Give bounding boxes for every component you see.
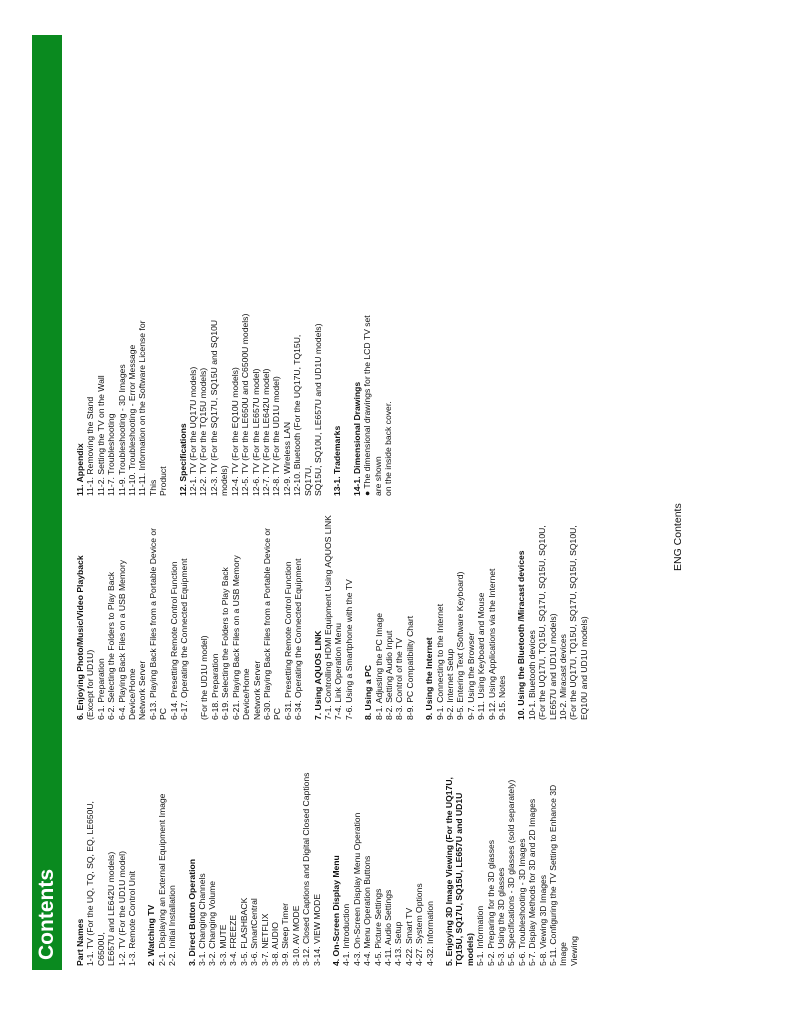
toc-entry[interactable]: 12-7. TV (For the LE642U model)	[260, 368, 271, 496]
toc-section	[75, 766, 137, 966]
toc-entry[interactable]: 9-12. Using Applications via the Internet	[486, 568, 497, 720]
section-title[interactable]: 2. Watching TV	[146, 904, 157, 966]
toc-entry[interactable]: 12-1. TV (For the UQ17U models)	[188, 366, 199, 496]
toc-entry[interactable]: 9-7. Using the Browser	[465, 632, 476, 720]
section-title[interactable]: 10. Using the Bluetooth /Miracast devices	[516, 550, 527, 720]
toc-entry[interactable]: 3-10. AV MODE	[290, 905, 301, 966]
toc-entry[interactable]: Network Server	[251, 660, 262, 720]
toc-entry[interactable]: 12-3. TV (For the SQ17U, SQ15U and SQ10U models)	[208, 319, 230, 496]
toc-entry[interactable]: Product	[158, 466, 169, 496]
toc-entry[interactable]: 6-4. Playing Back Files on a USB Memory Device/Home	[116, 560, 138, 720]
toc-entry[interactable]: 5-3. Using the 3D glasses	[496, 867, 507, 966]
section-title[interactable]: Part Names	[75, 918, 85, 966]
toc-section	[313, 515, 355, 720]
contents-column-2	[75, 515, 598, 720]
section-title[interactable]: 13-1. Trademarks	[332, 425, 343, 496]
toc-section	[187, 766, 322, 966]
toc-entry[interactable]: 12-9. Wireless LAN	[281, 421, 292, 496]
toc-entry[interactable]: on the inside back cover.	[382, 401, 393, 496]
page-footer: ENG Contents	[672, 503, 684, 571]
section-title[interactable]: 9. Using the Internet	[424, 637, 435, 720]
toc-entry[interactable]: 3-5. FLASHBACK	[238, 897, 249, 966]
toc-entry[interactable]: LE657U and LE642U models)	[106, 851, 117, 966]
toc-entry[interactable]: 9-2. Internet Setup	[445, 648, 455, 720]
section-title[interactable]: 11. Appendix	[75, 443, 85, 496]
toc-entry[interactable]: 12-5. TV (For the LE650U and C6500U models)	[240, 313, 251, 496]
toc-entry[interactable]: 7-1. Controlling HDMI Equipment Using AQUOS LINK	[322, 515, 333, 720]
section-title[interactable]: 12. Specifications	[177, 423, 188, 496]
toc-entry[interactable]: 6-13. Playing Back Files from a Portable Device or PC	[147, 527, 169, 720]
toc-entry[interactable]: 4-1. Introduction	[341, 903, 352, 966]
toc-entry[interactable]: 12-6. TV (For the LE657U model)	[250, 368, 261, 496]
toc-entry[interactable]: 5-6. Troubleshooting - 3D Images	[516, 838, 527, 966]
toc-entry[interactable]: 3-8. AUDIO	[269, 922, 280, 966]
toc-entry[interactable]: 6-17. Operating the Connected Equipment	[179, 558, 190, 720]
toc-entry[interactable]: 4-4. Menu Operation Buttons	[362, 855, 373, 966]
toc-entry[interactable]: 11-7. Troubleshooting	[106, 413, 117, 496]
toc-entry[interactable]: 6-1. Preparation	[95, 658, 106, 720]
contents-column-3	[75, 306, 402, 496]
toc-entry[interactable]: 9-5. Entering Text (Software Keyboard)	[455, 571, 466, 720]
toc-entry[interactable]: 3-2. Changing Volume	[207, 880, 218, 966]
section-title[interactable]: 3. Direct Button Operation	[186, 859, 197, 966]
toc-entry[interactable]: LE657U and UD1U models)	[547, 613, 558, 720]
toc-entry[interactable]: 5-8. Viewing 3D Images	[537, 874, 548, 966]
toc-entry[interactable]: SQ15U, SQ10U, LE657U and UD1U models)	[312, 323, 323, 496]
toc-entry[interactable]: 4-3. On-Screen Display Menu Operation	[351, 812, 362, 966]
toc-entry[interactable]: 3-3. MUTE	[217, 924, 228, 966]
toc-section	[146, 766, 177, 966]
toc-section	[352, 306, 394, 496]
toc-section	[332, 306, 342, 496]
toc-entry[interactable]: 6-14. Presetting Remote Control Function	[168, 561, 179, 720]
toc-section	[444, 766, 579, 966]
toc-section	[363, 515, 415, 720]
toc-entry[interactable]: 11-11. Information on the Software License for This	[137, 320, 158, 496]
toc-entry[interactable]: (For the UQ17U, TQ15U, SQ17U, SQ15U, SQ10U,	[568, 525, 579, 720]
toc-entry[interactable]: 9-15. Notes	[497, 675, 508, 720]
section-title[interactable]: 14-1. Dimensional Drawings	[351, 381, 362, 496]
toc-entry[interactable]: 6-34. Operating the Connected Equipment	[293, 558, 304, 720]
toc-section	[424, 515, 507, 720]
toc-entry[interactable]: 4-22. Smart TV	[403, 907, 414, 966]
section-title[interactable]: 8. Using a PC	[363, 665, 374, 720]
toc-entry[interactable]: 4-13. Setup	[393, 921, 404, 966]
toc-entry[interactable]: (Except for UD1U)	[85, 649, 96, 720]
toc-entry[interactable]: Viewing	[568, 936, 579, 966]
toc-entry[interactable]: 3-14. VIEW MODE	[311, 893, 322, 966]
toc-entry[interactable]: 11-10. Troubleshooting - Error Message	[127, 344, 138, 496]
toc-entry[interactable]: 4-32. Information	[424, 901, 435, 966]
section-title[interactable]: 6. Enjoying Photo/Music/Video Playback	[75, 555, 85, 720]
toc-entry[interactable]: 6-31. Presetting Remote Control Function	[282, 561, 293, 720]
toc-entry[interactable]: 6-2. Selecting the Folders to Play Back	[106, 571, 117, 720]
toc-entry[interactable]: 6-21. Playing Back Files on a USB Memory Device/Home	[230, 555, 252, 720]
toc-entry[interactable]: 6-30. Playing Back Files from a Portable Device or PC	[261, 527, 283, 720]
toc-entry[interactable]: 2-1. Displaying an External Equipment Image	[156, 793, 167, 966]
contents-column-1	[75, 766, 588, 966]
toc-section	[331, 766, 435, 966]
toc-entry[interactable]: 9-1. Connecting to the Internet	[434, 603, 445, 720]
toc-entry[interactable]: 3-6. SmartCentral	[249, 898, 260, 966]
toc-entry[interactable]: 12-10. Bluetooth (For the UQ17U, TQ15U, SQ17U,	[292, 334, 313, 496]
toc-entry[interactable]: (For the UD1U model)	[199, 635, 210, 720]
toc-entry[interactable]: 4-11. Audio Settings	[382, 889, 393, 966]
toc-entry[interactable]: 3-9. Sleep Timer	[280, 902, 291, 966]
toc-entry[interactable]: 8-2. Setting Audio Input	[383, 630, 394, 720]
toc-section	[75, 515, 304, 720]
section-title[interactable]: 5. Enjoying 3D Image Viewing (For the UQ17U, TQ15U, SQ17U, SQ15U, LE657U and UD1U models)	[444, 777, 475, 966]
toc-entry[interactable]: EQ10U and UD1U models)	[578, 616, 589, 720]
toc-section	[178, 306, 324, 496]
toc-entry[interactable]: 1-3. Remote Control Unit	[127, 870, 138, 966]
toc-section	[75, 306, 169, 496]
toc-entry[interactable]: 3-1. Changing Channels	[197, 873, 208, 966]
header-bar	[32, 35, 62, 970]
toc-entry[interactable]: 11-9. Troubleshooting - 3D Images	[116, 364, 127, 496]
toc-entry[interactable]: 11-2. Setting the TV on the Wall	[95, 375, 106, 496]
toc-section	[516, 515, 589, 720]
toc-entry[interactable]: 2-2. Initial Installation	[167, 885, 178, 966]
toc-entry[interactable]: 3-7. NETFLIX	[259, 913, 270, 966]
toc-entry[interactable]: 5-5. Specifications - 3D glasses (sold separately)	[506, 779, 517, 966]
toc-entry[interactable]: Network Server	[137, 660, 148, 720]
toc-entry[interactable]: 5-11. Configuring the TV Setting to Enhance 3D Image	[548, 784, 569, 966]
toc-entry[interactable]: 9-11. Using Keyboard and Mouse	[476, 592, 487, 720]
toc-entry[interactable]: 3-4. FREEZE	[228, 914, 239, 966]
toc-entry[interactable]: 12-8. TV (For the UD1U model)	[271, 376, 282, 496]
toc-entry[interactable]: 6-19. Selecting the Folders to Play Back	[220, 567, 231, 720]
toc-entry[interactable]: 1-2. TV (For the UD1U model)	[116, 851, 127, 966]
toc-entry[interactable]: 8-3. Control of the TV	[394, 637, 405, 720]
toc-entry[interactable]: 1-1. TV (For the UQ, TQ, SQ, EQ, LE650U, C6500U,	[85, 801, 106, 966]
toc-entry[interactable]: 5-2. Preparing for the 3D glasses	[485, 839, 496, 966]
toc-entry[interactable]: 4-27. System Options	[414, 883, 425, 966]
toc-entry[interactable]: 8-1. Adjusting the PC Image	[373, 612, 384, 720]
toc-entry[interactable]: 7-6. Using a Smartphone with the TV	[343, 579, 354, 720]
toc-entry[interactable]: 8-9. PC Compatibility Chart	[404, 615, 415, 720]
section-title[interactable]: 7. Using AQUOS LINK	[312, 630, 323, 720]
toc-entry[interactable]: 3-12. Closed Captions and Digital Closed Captions	[301, 772, 312, 966]
toc-entry[interactable]: 11-1. Removing the Stand	[85, 396, 96, 496]
toc-entry[interactable]: 4-5. Picture Settings	[372, 888, 383, 966]
toc-entry[interactable]: 7-4. Link Operation Menu	[333, 623, 344, 720]
toc-entry[interactable]: 10-1. Bluetooth devices	[526, 630, 537, 720]
toc-entry[interactable]: 6-18. Preparation	[209, 653, 220, 720]
toc-entry[interactable]: 12-2. TV (For the TQ15U models)	[198, 367, 209, 496]
page-title: Contents	[35, 869, 58, 960]
toc-entry[interactable]: 5-7. Display Methods for 3D and 2D Images	[527, 798, 538, 966]
toc-entry[interactable]: ● The dimensional drawings for the LCD TV set are shown	[362, 315, 383, 496]
toc-entry[interactable]: 5-1. Information	[475, 905, 486, 966]
spacer	[189, 515, 199, 720]
toc-entry[interactable]: (For the UQ17U, TQ15U, SQ17U, SQ15U, SQ10U,	[537, 525, 548, 720]
toc-entry[interactable]: 10-2. Miracast devices	[558, 634, 569, 720]
toc-entry[interactable]: 12-4. TV (For the EQ10U models)	[229, 367, 240, 496]
section-title[interactable]: 4. On-Screen Display Menu	[330, 855, 341, 966]
